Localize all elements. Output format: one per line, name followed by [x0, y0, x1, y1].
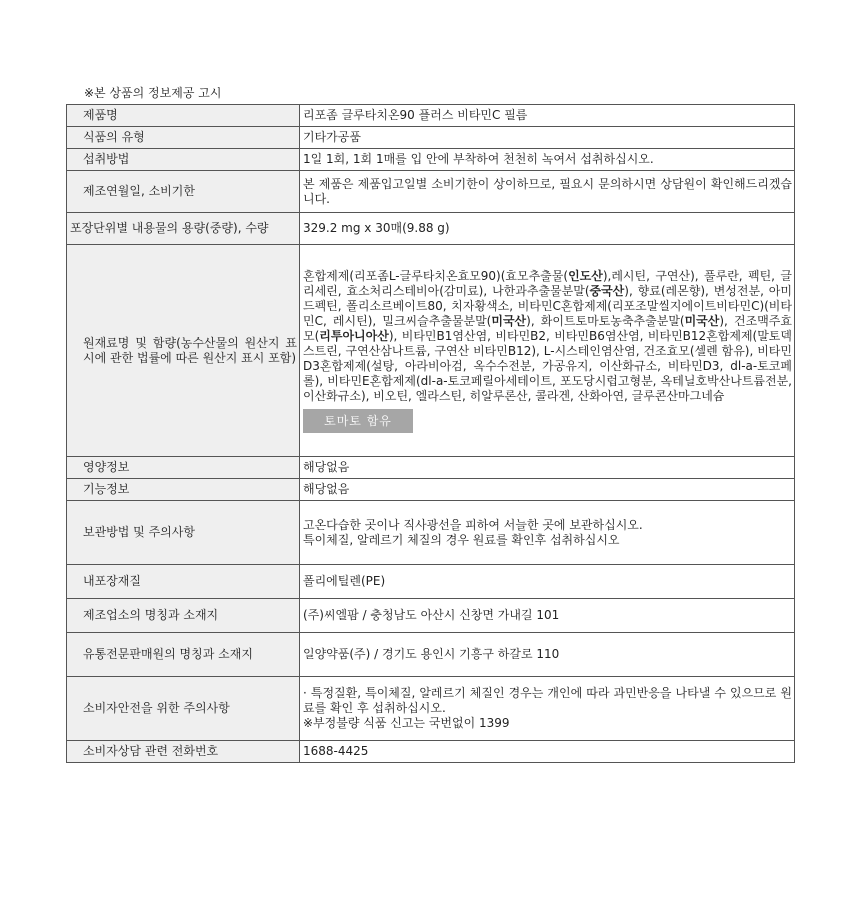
product-info-table	[66, 104, 795, 763]
table-row	[67, 565, 795, 599]
table-row	[67, 127, 795, 149]
ingredients-text: ), 향료(레몬향), 변성전분, 아미드펙틴, 폴리소르베이트80, 치자황색소, 비타민C혼합제제(리포조말씰지에이트비타민C)(비타민C, 레시틴), 밀크씨슬추출물분말(	[303, 283, 792, 328]
safety-line: · 특정질환, 특이체질, 알레르기 체질인 경우는 개인에 따라 과민반응을 나타낼 수 있으므로 원료를 확인 후 섭취하십시오.	[303, 686, 792, 715]
origin-label: 미국산	[684, 313, 720, 328]
row-label: 기능정보	[67, 479, 300, 501]
table-row	[67, 479, 795, 501]
safety-line: ※부정불량 식품 신고는 국번없이 1399	[303, 716, 510, 730]
row-value: 1688-4425	[300, 741, 795, 763]
ingredients-text: ), 건조맥주효모(	[303, 313, 792, 343]
row-label: 보관방법 및 주의사항	[67, 501, 300, 565]
ingredients-text: ), 화이트토마토농축추출분말(	[526, 313, 685, 328]
row-label: 제품명	[67, 105, 300, 127]
row-value: 일양약품(주) / 경기도 용인시 기흥구 하갈로 110	[300, 633, 795, 677]
ingredients-value	[300, 245, 795, 457]
row-value: 329.2 mg x 30매(9.88 g)	[300, 213, 795, 245]
row-value: 해당없음	[300, 457, 795, 479]
row-label: 유통전문판매원의 명칭과 소재지	[67, 633, 300, 677]
ingredients-text: 혼합제제(리포좀L-글루타치온효모90)(효모추출물(	[303, 268, 569, 283]
table-row	[67, 245, 795, 457]
row-value: 폴리에틸렌(PE)	[300, 565, 795, 599]
row-label: 원재료명 및 함량(농수산물의 원산지 표시에 관한 법률에 따른 원산지 표시 포함)	[67, 245, 300, 457]
row-label: 포장단위별 내용물의 용량(중량), 수량	[67, 213, 300, 245]
allergen-badge: 토마토 함유	[303, 409, 413, 433]
row-label: 제조연월일, 소비기한	[67, 171, 300, 213]
row-value: (주)씨엘팜 / 충청남도 아산시 신창면 가내길 101	[300, 599, 795, 633]
row-label: 섭취방법	[67, 149, 300, 171]
ingredients-text: ),레시틴, 구연산), 풀루란, 펙틴, 글리세린, 효소처리스테비아(감미료), 나한과추출물분말(	[303, 268, 792, 298]
origin-label: 인도산	[568, 268, 603, 283]
origin-label: 미국산	[491, 313, 527, 328]
row-label: 제조업소의 명칭과 소재지	[67, 599, 300, 633]
table-row	[67, 171, 795, 213]
row-value: 해당없음	[300, 479, 795, 501]
row-label: 소비자안전을 위한 주의사항	[67, 677, 300, 741]
row-value: 본 제품은 제품입고일별 소비기한이 상이하므로, 필요시 문의하시면 상담원이 확인해드리겠습니다.	[300, 171, 795, 213]
origin-label: 중국산	[589, 283, 625, 298]
table-row	[67, 633, 795, 677]
row-label: 영양정보	[67, 457, 300, 479]
storage-line: 특이체질, 알레르기 체질의 경우 원료를 확인후 섭취하십시오	[303, 532, 620, 547]
row-label: 소비자상담 관련 전화번호	[67, 741, 300, 763]
row-label: 식품의 유형	[67, 127, 300, 149]
table-row	[67, 457, 795, 479]
ingredients-text: ), 비타민B1염산염, 비타민B2, 비타민B6염산염, 비타민B12혼합제제(말토덱스트린, 구연산삼나트륨, 구연산 비타민B12), L-시스테인염산염, 건조효모(셀렌 함유), 비타민D3혼합제제(설탕, 아라비아검, 옥수수전분, 가공유지, 이산화규소, 비타민D3, dl-a-토코페롤), 비타민E혼합제제(dl-a-토코페릴아세테이트, 포도당시럽고형분, 옥테닐호박산나트륨전분, 이산화규소), 비오틴, 엘라스틴, 히알루론산, 콜라겐, 산화아연, 글루콘산마그네슘	[303, 328, 792, 403]
safety-value	[300, 677, 795, 741]
origin-label: 리투아니아산	[319, 328, 389, 343]
table-row	[67, 213, 795, 245]
notice-title: ※본 상품의 정보제공 고시	[84, 86, 222, 100]
table-row	[67, 501, 795, 565]
table-row	[67, 741, 795, 763]
storage-line: 고온다습한 곳이나 직사광선을 피하여 서늘한 곳에 보관하십시오.	[303, 517, 643, 532]
table-row	[67, 599, 795, 633]
table-row	[67, 149, 795, 171]
row-value: 1일 1회, 1회 1매를 입 안에 부착하여 천천히 녹여서 섭취하십시오.	[300, 149, 795, 171]
table-row	[67, 105, 795, 127]
row-label: 내포장재질	[67, 565, 300, 599]
storage-value	[300, 501, 795, 565]
table-row	[67, 677, 795, 741]
row-value: 리포좀 글루타치온90 플러스 비타민C 필름	[300, 105, 795, 127]
row-value: 기타가공품	[300, 127, 795, 149]
